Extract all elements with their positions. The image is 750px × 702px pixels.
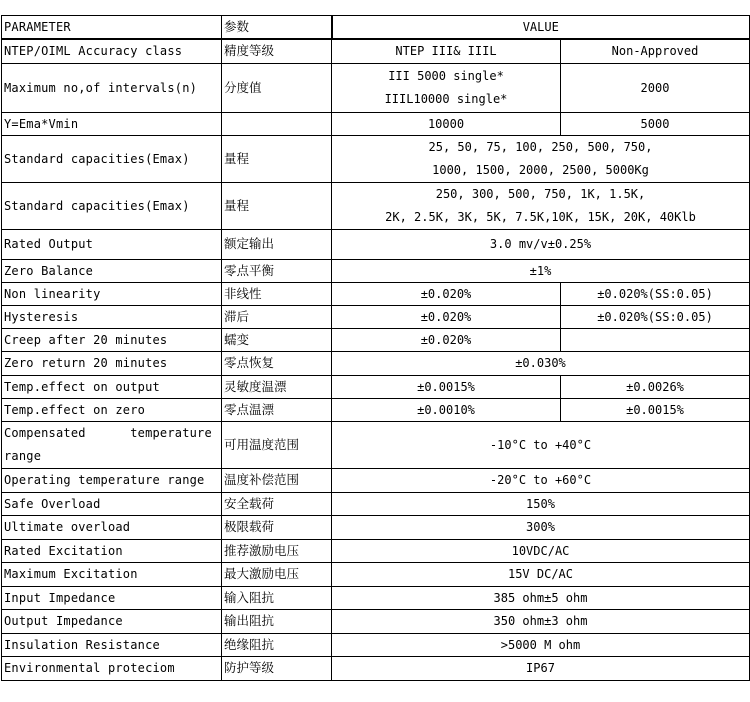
table-row xyxy=(2,468,750,492)
param-cn: 零点恢复 xyxy=(222,351,332,375)
table-row xyxy=(2,633,750,656)
param-en: Rated Output xyxy=(2,229,222,259)
value-2: Non-Approved xyxy=(561,39,750,63)
table-row xyxy=(2,305,750,328)
param-en: Maximum Excitation xyxy=(2,562,222,586)
table-row xyxy=(2,259,750,282)
value: 3.0 mv/v±0.25% xyxy=(332,229,750,259)
value-1-line-a: III 5000 single* xyxy=(388,68,504,83)
table-row xyxy=(2,609,750,633)
param-en xyxy=(2,421,222,468)
value-line-b: 1000, 1500, 2000, 2500, 5000Kg xyxy=(432,162,649,177)
table-row xyxy=(2,63,750,112)
param-cn: 精度等级 xyxy=(222,39,332,63)
table-row xyxy=(2,135,750,182)
value: 300% xyxy=(332,515,750,539)
value-1: 10000 xyxy=(332,112,561,135)
value-line-a: 250, 300, 500, 750, 1K, 1.5K, xyxy=(435,186,646,201)
value-2: 2000 xyxy=(561,63,750,112)
value-line-a: 25, 50, 75, 100, 250, 500, 750, xyxy=(428,139,653,154)
param-cn: 滞后 xyxy=(222,305,332,328)
param-cn: 绝缘阻抗 xyxy=(222,633,332,656)
param-cn: 零点平衡 xyxy=(222,259,332,282)
value-line-b: 2K, 2.5K, 3K, 5K, 7.5K,10K, 15K, 20K, 40Klb xyxy=(385,209,696,224)
param-en: Ultimate overload xyxy=(2,515,222,539)
param-cn: 零点温漂 xyxy=(222,398,332,421)
value: 385 ohm±5 ohm xyxy=(332,586,750,609)
value xyxy=(332,182,750,229)
param-en: Operating temperature range xyxy=(2,468,222,492)
value-2: ±0.0015% xyxy=(561,398,750,421)
header-parameter: PARAMETER xyxy=(2,16,222,40)
table-row xyxy=(2,492,750,515)
table-row xyxy=(2,328,750,351)
value xyxy=(332,135,750,182)
table-row xyxy=(2,515,750,539)
value: IP67 xyxy=(332,656,750,680)
value-1: ±0.020% xyxy=(332,328,561,351)
param-en: Y=Ema*Vmin xyxy=(2,112,222,135)
param-cn: 蠕变 xyxy=(222,328,332,351)
table-row xyxy=(2,351,750,375)
param-en: Standard capacities(Emax) xyxy=(2,182,222,229)
param-cn: 可用温度范围 xyxy=(222,421,332,468)
value-1: ±0.020% xyxy=(332,305,561,328)
value: 10VDC/AC xyxy=(332,539,750,562)
param-cn: 灵敏度温漂 xyxy=(222,375,332,398)
param-cn xyxy=(222,112,332,135)
param-cn: 量程 xyxy=(222,135,332,182)
param-en: Hysteresis xyxy=(2,305,222,328)
value: ±1% xyxy=(332,259,750,282)
table-row xyxy=(2,398,750,421)
param-cn: 量程 xyxy=(222,182,332,229)
param-en: Non linearity xyxy=(2,282,222,305)
spec-table xyxy=(1,15,750,681)
param-cn: 安全载荷 xyxy=(222,492,332,515)
param-en: Maximum no,of intervals(n) xyxy=(2,63,222,112)
value-1 xyxy=(332,63,561,112)
value-2: ±0.020%(SS:0.05) xyxy=(561,282,750,305)
value-1: NTEP III& IIIL xyxy=(332,39,561,63)
param-cn: 额定输出 xyxy=(222,229,332,259)
value: ±0.030% xyxy=(332,351,750,375)
param-en: Safe Overload xyxy=(2,492,222,515)
param-en: Environmental proteciom xyxy=(2,656,222,680)
value: 350 ohm±3 ohm xyxy=(332,609,750,633)
table-row xyxy=(2,112,750,135)
param-en: Output Impedance xyxy=(2,609,222,633)
value: 15V DC/AC xyxy=(332,562,750,586)
param-cn: 输入阻抗 xyxy=(222,586,332,609)
table-row xyxy=(2,539,750,562)
value-1: ±0.0015% xyxy=(332,375,561,398)
table-row xyxy=(2,586,750,609)
param-en: Creep after 20 minutes xyxy=(2,328,222,351)
param-en: Temp.effect on output xyxy=(2,375,222,398)
param-en: Rated Excitation xyxy=(2,539,222,562)
header-value: VALUE xyxy=(332,16,750,40)
param-cn: 温度补偿范围 xyxy=(222,468,332,492)
table-row xyxy=(2,39,750,63)
table-row xyxy=(2,562,750,586)
value: >5000 M ohm xyxy=(332,633,750,656)
value-1: ±0.0010% xyxy=(332,398,561,421)
value-2: ±0.020%(SS:0.05) xyxy=(561,305,750,328)
value-2 xyxy=(561,328,750,351)
table-row xyxy=(2,656,750,680)
param-en: Temp.effect on zero xyxy=(2,398,222,421)
table-row xyxy=(2,375,750,398)
value-1-line-b: IIIL10000 single* xyxy=(384,91,508,106)
param-cn: 非线性 xyxy=(222,282,332,305)
value-2: ±0.0026% xyxy=(561,375,750,398)
param-cn: 极限载荷 xyxy=(222,515,332,539)
value: 150% xyxy=(332,492,750,515)
value: -10°C to +40°C xyxy=(332,421,750,468)
table-row xyxy=(2,229,750,259)
header-row xyxy=(2,16,750,40)
param-en-line-b: range xyxy=(4,448,42,463)
param-en: Input Impedance xyxy=(2,586,222,609)
param-en: Insulation Resistance xyxy=(2,633,222,656)
param-cn: 输出阻抗 xyxy=(222,609,332,633)
param-cn: 推荐激励电压 xyxy=(222,539,332,562)
table-row xyxy=(2,421,750,468)
table-row xyxy=(2,182,750,229)
param-en: Zero return 20 minutes xyxy=(2,351,222,375)
value: -20°C to +60°C xyxy=(332,468,750,492)
param-en-line-a: Compensated temperature xyxy=(4,425,212,440)
param-en: Standard capacities(Emax) xyxy=(2,135,222,182)
param-cn: 最大激励电压 xyxy=(222,562,332,586)
value-1: ±0.020% xyxy=(332,282,561,305)
table-row xyxy=(2,282,750,305)
header-cn: 参数 xyxy=(222,16,332,40)
param-cn: 防护等级 xyxy=(222,656,332,680)
param-cn: 分度值 xyxy=(222,63,332,112)
param-en: Zero Balance xyxy=(2,259,222,282)
param-en: NTEP/OIML Accuracy class xyxy=(2,39,222,63)
value-2: 5000 xyxy=(561,112,750,135)
